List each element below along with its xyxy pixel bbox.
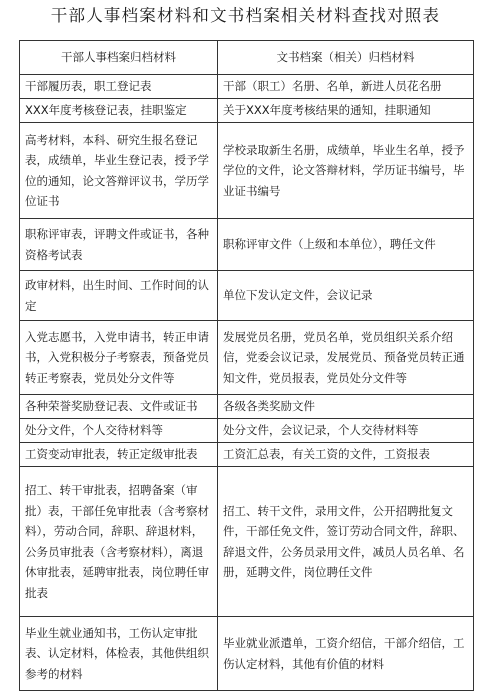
document-material-cell: 学校录取新生名册，成绩单，毕业生名单，授予学位的文件，论文答辩材料，学历证书编号，毕业证书编号 <box>218 123 474 219</box>
document-material-cell: 各级各类奖励文件 <box>218 395 474 419</box>
document-material-cell: 工资汇总表，有关工资的文件，工资报表 <box>218 443 474 467</box>
personnel-material-cell: 处分文件，个人交待材料等 <box>20 419 218 443</box>
document-material-cell: 招工、转干文件，录用文件，公开招聘批复文件，干部任免文件，签订劳动合同文件，辞职、辞退文件，公务员录用文件，减员人员名单、名册，延聘文件，岗位聘任文件 <box>218 467 474 617</box>
document-material-cell: 单位下发认定文件，会议记录 <box>218 271 474 321</box>
table-row <box>20 99 474 123</box>
personnel-material-cell: 高考材料，本科、研究生报名登记表，成绩单，毕业生登记表，授予学位的通知，论文答辩评议书，学历学位证书 <box>20 123 218 219</box>
personnel-material-cell: 干部履历表，职工登记表 <box>20 75 218 99</box>
table-row <box>20 395 474 419</box>
personnel-material-cell: 政审材料，出生时间、工作时间的认定 <box>20 271 218 321</box>
personnel-material-cell: XXX年度考核登记表，挂职鉴定 <box>20 99 218 123</box>
personnel-material-cell: 工资变动审批表，转正定级审批表 <box>20 443 218 467</box>
personnel-material-cell: 入党志愿书，入党申请书，转正申请书，入党积极分子考察表，预备党员转正考察表，党员处分文件等 <box>20 321 218 395</box>
document-material-cell: 干部（职工）名册、名单，新进人员花名册 <box>218 75 474 99</box>
document-material-cell: 毕业就业派遣单，工资介绍信，干部介绍信，工伤认定材料，其他有价值的材料 <box>218 617 474 691</box>
document-material-cell: 职称评审文件（上级和本单位），聘任文件 <box>218 219 474 271</box>
table-row <box>20 443 474 467</box>
table-row <box>20 123 474 219</box>
document-material-cell: 处分文件，会议记录，个人交待材料等 <box>218 419 474 443</box>
document-material-cell: 发展党员名册，党员名单，党员组织关系介绍信，党委会议记录，发展党员、预备党员转正通知文件，党员报表，党员处分文件等 <box>218 321 474 395</box>
table-row <box>20 219 474 271</box>
table-row <box>20 419 474 443</box>
personnel-material-cell: 各种荣誉奖励登记表、文件或证书 <box>20 395 218 419</box>
table-row <box>20 467 474 617</box>
table-header-row <box>20 41 474 75</box>
personnel-material-cell: 职称评审表，评聘文件或证书，各种资格考试表 <box>20 219 218 271</box>
personnel-material-cell: 毕业生就业通知书，工伤认定审批表、认定材料，体检表，其他供组织参考的材料 <box>20 617 218 691</box>
header-personnel-archive-materials: 干部人事档案归档材料 <box>20 41 218 75</box>
table-row <box>20 321 474 395</box>
table-row <box>20 271 474 321</box>
personnel-material-cell: 招工、转干审批表，招聘备案（审批）表，干部任免审批表（含考察材料），劳动合同，辞职、辞退材料，公务员审批表（含考察材料），离退休审批表，延聘审批表，岗位聘任审批表 <box>20 467 218 617</box>
comparison-table <box>19 40 474 691</box>
document-title: 干部人事档案材料和文书档案相关材料查找对照表 <box>50 6 441 25</box>
table-row <box>20 75 474 99</box>
table-row <box>20 617 474 691</box>
document-material-cell: 关于XXX年度考核结果的通知，挂职通知 <box>218 99 474 123</box>
header-document-archive-materials: 文书档案（相关）归档材料 <box>218 41 474 75</box>
